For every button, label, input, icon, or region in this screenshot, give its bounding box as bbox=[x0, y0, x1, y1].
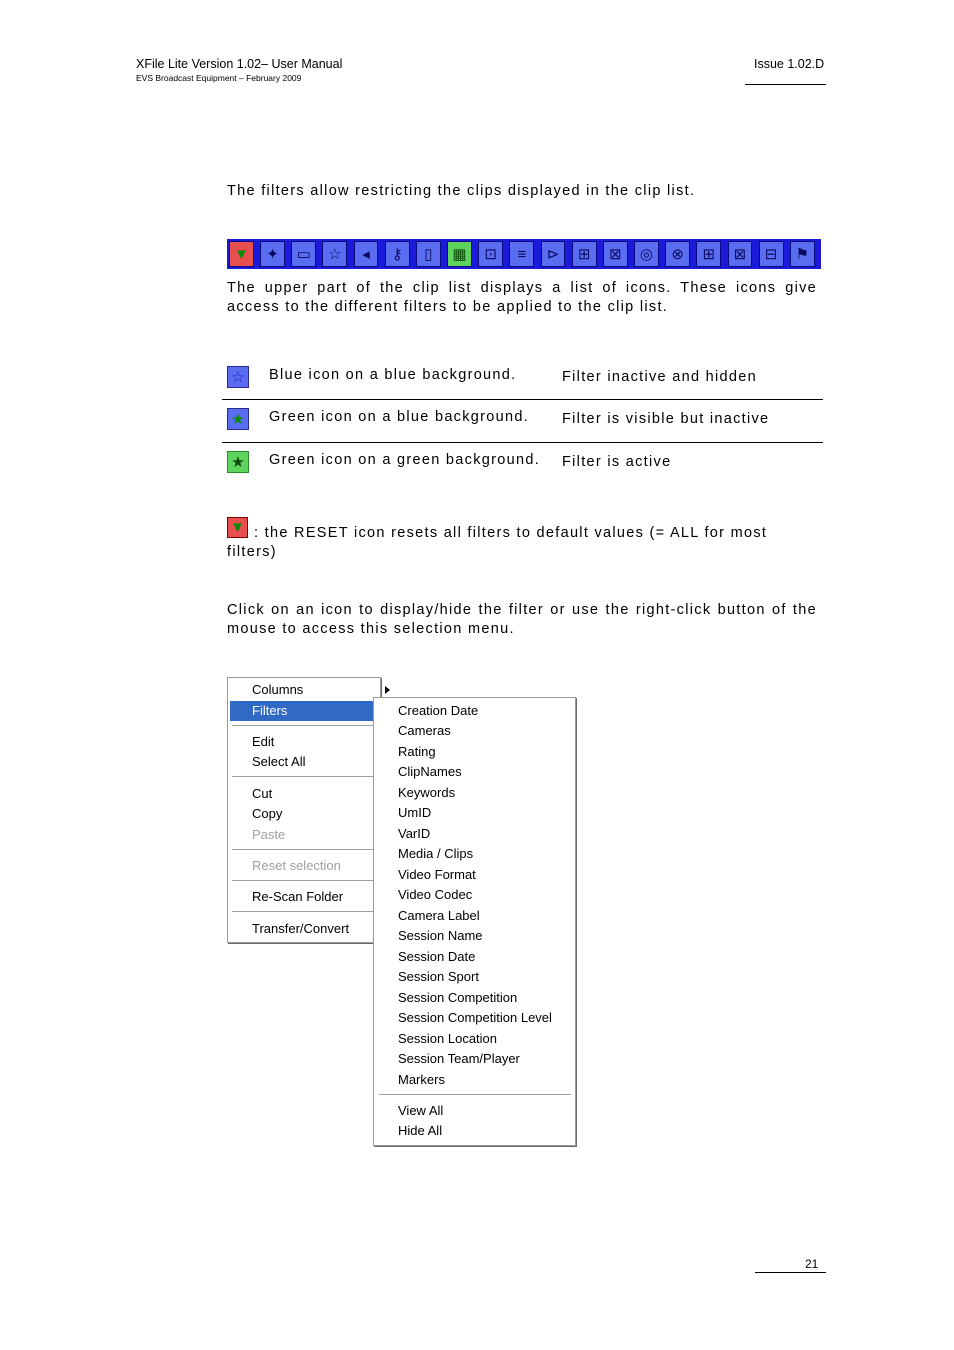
submenu-item-session-competition[interactable] bbox=[376, 988, 594, 1008]
toolbar-caption: The upper part of the clip list displays a list of icons. These icons give access to the different filters to be applied to the clip list. bbox=[227, 280, 817, 315]
creation-date-icon[interactable]: ✦ bbox=[260, 241, 285, 267]
menu-item-label: Filters bbox=[252, 703, 288, 718]
menu-item-cut[interactable] bbox=[230, 784, 396, 804]
submenu-item-label: Rating bbox=[398, 744, 436, 759]
submenu-item-video-format[interactable] bbox=[376, 865, 594, 885]
menu-item-filters[interactable] bbox=[230, 701, 396, 721]
umid-icon[interactable]: ▯ bbox=[416, 241, 441, 267]
intro-text: The filters allow restricting the clips displayed in the clip list. bbox=[227, 183, 696, 199]
menu-separator bbox=[379, 1094, 571, 1096]
menu-item-transfer-convert[interactable] bbox=[230, 919, 396, 939]
menu-note: Click on an icon to display/hide the filter or use the right-click button of the mouse to access this selection menu. bbox=[227, 602, 817, 637]
camera-label-icon[interactable]: ⊞ bbox=[572, 241, 597, 267]
submenu-item-label: VarID bbox=[398, 826, 431, 841]
menu-item-label: Edit bbox=[252, 734, 275, 749]
star-icon: ★ bbox=[227, 408, 249, 430]
star-icon: ☆ bbox=[227, 366, 249, 388]
submenu-item-markers[interactable] bbox=[376, 1070, 594, 1090]
video-codec-icon[interactable]: ⊳ bbox=[541, 241, 566, 267]
menu-item-label: Reset selection bbox=[252, 858, 341, 873]
submenu-item-label: Session Name bbox=[398, 928, 483, 943]
menu-item-label: Copy bbox=[252, 806, 283, 821]
submenu-item-hide-all[interactable] bbox=[376, 1121, 594, 1141]
legend-description: Blue icon on a blue background. bbox=[269, 367, 517, 383]
menu-item-select-all[interactable] bbox=[230, 752, 396, 772]
menu-separator bbox=[232, 849, 374, 851]
page-number: 21 bbox=[805, 1257, 819, 1271]
menu-item-rescan-folder[interactable] bbox=[230, 887, 396, 907]
submenu-item-cameras[interactable] bbox=[376, 721, 594, 741]
toolbar-caption-line-1 bbox=[227, 279, 817, 317]
submenu-item-label: Markers bbox=[398, 1072, 445, 1087]
media-clips-icon[interactable]: ⊡ bbox=[478, 241, 503, 267]
reset-filter-icon: ▼ bbox=[227, 517, 248, 538]
menu-item-label: Transfer/Convert bbox=[252, 921, 350, 936]
legend-state: Filter inactive and hidden bbox=[562, 369, 758, 385]
submenu-item-label: Video Format bbox=[398, 867, 476, 882]
document-title: XFile Lite Version 1.02– User Manual bbox=[136, 57, 343, 71]
submenu-item-label: Video Codec bbox=[398, 887, 473, 902]
menu-item-label: Cut bbox=[252, 786, 273, 801]
session-sport-icon[interactable]: ⊗ bbox=[665, 241, 690, 267]
menu-separator bbox=[232, 776, 374, 778]
submenu-item-label: Keywords bbox=[398, 785, 456, 800]
submenu-item-session-date[interactable] bbox=[376, 947, 594, 967]
submenu-item-label: Session Team/Player bbox=[398, 1051, 520, 1066]
menu-item-columns[interactable] bbox=[230, 680, 396, 700]
legend-row bbox=[222, 442, 823, 485]
submenu-item-media-clips[interactable] bbox=[376, 844, 594, 864]
submenu-item-view-all[interactable] bbox=[376, 1101, 594, 1121]
session-location-icon[interactable]: ⊟ bbox=[759, 241, 784, 267]
menu-item-paste bbox=[230, 825, 396, 845]
submenu-item-rating[interactable] bbox=[376, 742, 594, 762]
session-date-icon[interactable]: ◎ bbox=[634, 241, 659, 267]
menu-item-label: Select All bbox=[252, 754, 306, 769]
submenu-item-label: Media / Clips bbox=[398, 846, 474, 861]
submenu-item-clipnames[interactable] bbox=[376, 762, 594, 782]
legend-state: Filter is active bbox=[562, 454, 672, 470]
star-icon: ★ bbox=[227, 451, 249, 473]
cameras-icon[interactable]: ▭ bbox=[291, 241, 316, 267]
legend-state: Filter is visible but inactive bbox=[562, 411, 770, 427]
menu-separator bbox=[232, 725, 374, 727]
submenu-item-label: UmID bbox=[398, 805, 432, 820]
legend-row bbox=[222, 399, 823, 443]
submenu-item-session-team-player[interactable] bbox=[376, 1049, 594, 1069]
submenu-item-varid[interactable] bbox=[376, 824, 594, 844]
submenu-item-label: Camera Label bbox=[398, 908, 480, 923]
filter-toolbar bbox=[227, 239, 821, 269]
submenu-item-label: Session Sport bbox=[398, 969, 479, 984]
keywords-icon[interactable]: ⚷ bbox=[385, 241, 410, 267]
submenu-item-label: View All bbox=[398, 1103, 444, 1118]
menu-separator bbox=[232, 880, 374, 882]
session-competition-icon[interactable]: ⊞ bbox=[696, 241, 721, 267]
submenu-item-label: Hide All bbox=[398, 1123, 443, 1138]
document-subtitle: EVS Broadcast Equipment – February 2009 bbox=[136, 73, 302, 83]
menu-item-edit[interactable] bbox=[230, 732, 396, 752]
submenu-item-session-location[interactable] bbox=[376, 1029, 594, 1049]
video-format-icon[interactable]: ≡ bbox=[509, 241, 534, 267]
legend-description: Green icon on a blue background. bbox=[269, 409, 530, 425]
menu-item-label: Paste bbox=[252, 827, 286, 842]
rating-icon[interactable]: ☆ bbox=[322, 241, 347, 267]
markers-icon[interactable]: ⚑ bbox=[790, 241, 815, 267]
submenu-item-creation-date[interactable] bbox=[376, 701, 594, 721]
session-competition-level-icon[interactable]: ⊠ bbox=[728, 241, 753, 267]
submenu-arrow-icon bbox=[385, 686, 390, 694]
submenu-item-label: Cameras bbox=[398, 723, 451, 738]
session-name-icon[interactable]: ⊠ bbox=[603, 241, 628, 267]
submenu-item-camera-label[interactable] bbox=[376, 906, 594, 926]
submenu-item-keywords[interactable] bbox=[376, 783, 594, 803]
menu-item-copy[interactable] bbox=[230, 804, 396, 824]
header-rule bbox=[745, 84, 826, 85]
menu-note-block bbox=[227, 601, 817, 639]
submenu-item-label: ClipNames bbox=[398, 764, 462, 779]
issue-label: Issue 1.02.D bbox=[754, 57, 825, 71]
submenu-item-session-sport[interactable] bbox=[376, 967, 594, 987]
reset-filter-icon[interactable]: ▼ bbox=[229, 241, 254, 267]
legend-row bbox=[222, 356, 823, 400]
menu-separator bbox=[232, 911, 374, 913]
submenu-item-label: Creation Date bbox=[398, 703, 479, 718]
varid-icon[interactable]: ▦ bbox=[447, 241, 472, 267]
footer-rule bbox=[755, 1272, 826, 1273]
filters-submenu bbox=[373, 697, 576, 1146]
submenu-item-video-codec[interactable] bbox=[376, 885, 594, 905]
submenu-item-umid[interactable] bbox=[376, 803, 594, 823]
submenu-item-session-name[interactable] bbox=[376, 926, 594, 946]
submenu-item-session-competition-level[interactable] bbox=[376, 1008, 594, 1028]
submenu-item-label: Session Date bbox=[398, 949, 476, 964]
menu-item-label: Columns bbox=[252, 682, 304, 697]
reset-note: : the RESET icon resets all filters to default values (= ALL for most filters) bbox=[227, 525, 768, 560]
submenu-item-label: Session Competition bbox=[398, 990, 518, 1005]
clipnames-icon[interactable]: ◂ bbox=[354, 241, 379, 267]
menu-item-reset-selection bbox=[230, 856, 396, 876]
submenu-item-label: Session Competition Level bbox=[398, 1010, 552, 1025]
menu-item-label: Re-Scan Folder bbox=[252, 889, 344, 904]
submenu-item-label: Session Location bbox=[398, 1031, 498, 1046]
context-menu bbox=[227, 677, 381, 943]
legend-description: Green icon on a green background. bbox=[269, 452, 541, 468]
